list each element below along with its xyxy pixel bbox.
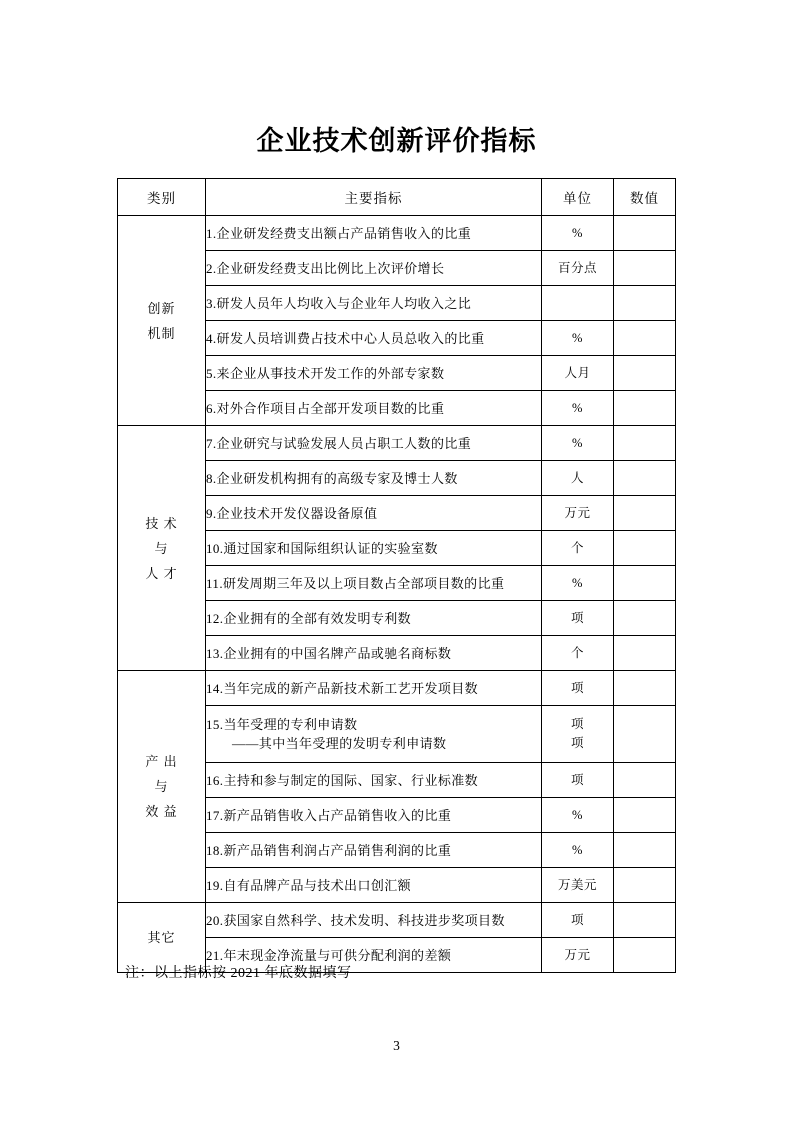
header-unit: 单位 bbox=[542, 179, 614, 216]
indicator-text: 7.企业研究与试验发展人员占职工人数的比重 bbox=[206, 435, 472, 451]
value-cell[interactable] bbox=[614, 833, 676, 868]
value-cell[interactable] bbox=[614, 671, 676, 706]
indicator-text: 16.主持和参与制定的国际、国家、行业标准数 bbox=[206, 772, 479, 788]
unit-cell bbox=[542, 286, 614, 321]
indicator-text: 12.企业拥有的全部有效发明专利数 bbox=[206, 610, 412, 626]
indicator-text: 19.自有品牌产品与技术出口创汇额 bbox=[206, 877, 412, 893]
value-cell[interactable] bbox=[614, 798, 676, 833]
indicator-cell bbox=[206, 706, 542, 763]
category-label-line: 机制 bbox=[147, 325, 176, 341]
indicator-cell bbox=[206, 216, 542, 251]
category-label-line: 与 bbox=[154, 779, 169, 794]
value-cell[interactable] bbox=[614, 868, 676, 903]
unit-cell bbox=[542, 903, 614, 938]
footer-note: 注：以上指标按 2021 年底数据填写 bbox=[125, 966, 352, 981]
indicator-cell bbox=[206, 868, 542, 903]
indicator-table-wrapper bbox=[117, 178, 675, 973]
indicator-text: 17.新产品销售收入占产品销售收入的比重 bbox=[206, 807, 452, 823]
unit-text: 人月 bbox=[564, 365, 591, 380]
indicator-text: 5.来企业从事技术开发工作的外部专家数 bbox=[206, 365, 445, 381]
unit-cell bbox=[542, 251, 614, 286]
category-cell bbox=[118, 671, 206, 903]
indicator-text: 9.企业技术开发仪器设备原值 bbox=[206, 505, 378, 521]
unit-text: 万元 bbox=[564, 947, 591, 962]
unit-text: % bbox=[572, 842, 583, 857]
unit-cell bbox=[542, 356, 614, 391]
value-cell[interactable] bbox=[614, 496, 676, 531]
category-label-line: 产 出 bbox=[145, 754, 178, 769]
indicator-cell bbox=[206, 321, 542, 356]
unit-cell bbox=[542, 321, 614, 356]
unit-cell bbox=[542, 636, 614, 671]
indicator-cell bbox=[206, 566, 542, 601]
value-cell[interactable] bbox=[614, 636, 676, 671]
unit-text: 项 bbox=[570, 717, 584, 731]
indicator-text: 8.企业研发机构拥有的高级专家及博士人数 bbox=[206, 470, 458, 486]
table-header-row bbox=[118, 179, 676, 216]
indicator-cell bbox=[206, 531, 542, 566]
unit-text: % bbox=[572, 807, 583, 822]
unit-text: 个 bbox=[570, 540, 584, 555]
indicator-text: 2.企业研发经费支出比例比上次评价增长 bbox=[206, 260, 445, 276]
header-indicator: 主要指标 bbox=[206, 179, 542, 216]
indicator-cell bbox=[206, 763, 542, 798]
indicator-text: 1.企业研发经费支出额占产品销售收入的比重 bbox=[206, 225, 472, 241]
indicator-subtext: ——其中当年受理的发明专利申请数 bbox=[232, 736, 447, 751]
indicator-text: 6.对外合作项目占全部开发项目数的比重 bbox=[206, 400, 445, 416]
unit-text: % bbox=[572, 575, 583, 590]
value-cell[interactable] bbox=[614, 938, 676, 973]
page-number: 3 bbox=[393, 1038, 400, 1053]
unit-text: 项 bbox=[570, 680, 584, 695]
table-row bbox=[118, 671, 676, 706]
value-cell[interactable] bbox=[614, 763, 676, 798]
value-cell[interactable] bbox=[614, 531, 676, 566]
indicator-text: 15.当年受理的专利申请数 bbox=[206, 717, 358, 732]
header-category: 类别 bbox=[118, 179, 206, 216]
category-label-line: 创新 bbox=[147, 300, 176, 316]
indicator-cell bbox=[206, 286, 542, 321]
indicator-cell bbox=[206, 496, 542, 531]
indicator-text: 13.企业拥有的中国名牌产品或驰名商标数 bbox=[206, 645, 452, 661]
indicator-text: 3.研发人员年人均收入与企业年人均收入之比 bbox=[206, 295, 472, 311]
page-title: 企业技术创新评价指标 bbox=[256, 126, 537, 156]
unit-text: 万美元 bbox=[557, 877, 597, 892]
indicator-text: 21.年末现金净流量与可供分配利润的差额 bbox=[206, 947, 452, 963]
value-cell[interactable] bbox=[614, 903, 676, 938]
indicator-cell bbox=[206, 426, 542, 461]
unit-cell bbox=[542, 566, 614, 601]
unit-cell bbox=[542, 216, 614, 251]
indicator-text: 10.通过国家和国际组织认证的实验室数 bbox=[206, 540, 438, 556]
indicator-cell bbox=[206, 461, 542, 496]
unit-text: 项 bbox=[570, 912, 584, 927]
value-cell[interactable] bbox=[614, 321, 676, 356]
unit-cell bbox=[542, 496, 614, 531]
category-label-line: 效 益 bbox=[145, 804, 178, 819]
unit-text: 项 bbox=[570, 772, 584, 787]
unit-cell bbox=[542, 868, 614, 903]
indicator-cell bbox=[206, 391, 542, 426]
value-cell[interactable] bbox=[614, 391, 676, 426]
unit-text: 百分点 bbox=[557, 260, 597, 275]
unit-text: 万元 bbox=[564, 505, 591, 520]
category-label-line: 技 术 bbox=[145, 515, 178, 531]
indicator-cell bbox=[206, 798, 542, 833]
unit-cell bbox=[542, 391, 614, 426]
unit-cell bbox=[542, 601, 614, 636]
value-cell[interactable] bbox=[614, 216, 676, 251]
category-label-line: 与 bbox=[154, 540, 169, 556]
unit-subtext: 项 bbox=[570, 736, 584, 750]
category-label-line: 其它 bbox=[147, 930, 176, 945]
unit-text: % bbox=[572, 225, 583, 240]
indicator-cell bbox=[206, 251, 542, 286]
unit-cell bbox=[542, 763, 614, 798]
indicator-text: 11.研发周期三年及以上项目数占全部项目数的比重 bbox=[206, 575, 505, 591]
category-cell bbox=[118, 216, 206, 426]
category-label-line: 人 才 bbox=[145, 565, 178, 581]
value-cell[interactable] bbox=[614, 251, 676, 286]
value-cell[interactable] bbox=[614, 601, 676, 636]
unit-cell bbox=[542, 671, 614, 706]
unit-text: 个 bbox=[570, 645, 584, 660]
unit-cell bbox=[542, 798, 614, 833]
indicator-text: 4.研发人员培训费占技术中心人员总收入的比重 bbox=[206, 330, 485, 346]
table-row bbox=[118, 903, 676, 938]
value-cell[interactable] bbox=[614, 566, 676, 601]
indicator-table bbox=[117, 178, 676, 973]
table-row bbox=[118, 426, 676, 461]
table-row bbox=[118, 216, 676, 251]
header-value: 数值 bbox=[614, 179, 676, 216]
unit-text: 人 bbox=[570, 470, 584, 485]
value-cell[interactable] bbox=[614, 286, 676, 321]
indicator-text: 18.新产品销售利润占产品销售利润的比重 bbox=[206, 842, 452, 858]
indicator-text: 14.当年完成的新产品新技术新工艺开发项目数 bbox=[206, 680, 479, 696]
indicator-cell bbox=[206, 671, 542, 706]
table-body bbox=[118, 179, 676, 973]
unit-text: % bbox=[572, 435, 583, 450]
value-cell[interactable] bbox=[614, 426, 676, 461]
indicator-cell bbox=[206, 903, 542, 938]
indicator-cell bbox=[206, 356, 542, 391]
unit-cell bbox=[542, 833, 614, 868]
unit-text: % bbox=[572, 330, 583, 345]
indicator-text: 20.获国家自然科学、技术发明、科技进步奖项目数 bbox=[206, 912, 505, 928]
indicator-cell bbox=[206, 601, 542, 636]
unit-text: 项 bbox=[570, 610, 584, 625]
category-cell bbox=[118, 426, 206, 671]
unit-text: % bbox=[572, 400, 583, 415]
unit-cell bbox=[542, 461, 614, 496]
unit-cell bbox=[542, 531, 614, 566]
unit-cell bbox=[542, 426, 614, 461]
unit-cell bbox=[542, 938, 614, 973]
indicator-cell bbox=[206, 636, 542, 671]
value-cell[interactable] bbox=[614, 706, 676, 763]
unit-cell bbox=[542, 706, 614, 763]
value-cell[interactable] bbox=[614, 461, 676, 496]
value-cell[interactable] bbox=[614, 356, 676, 391]
indicator-cell bbox=[206, 833, 542, 868]
